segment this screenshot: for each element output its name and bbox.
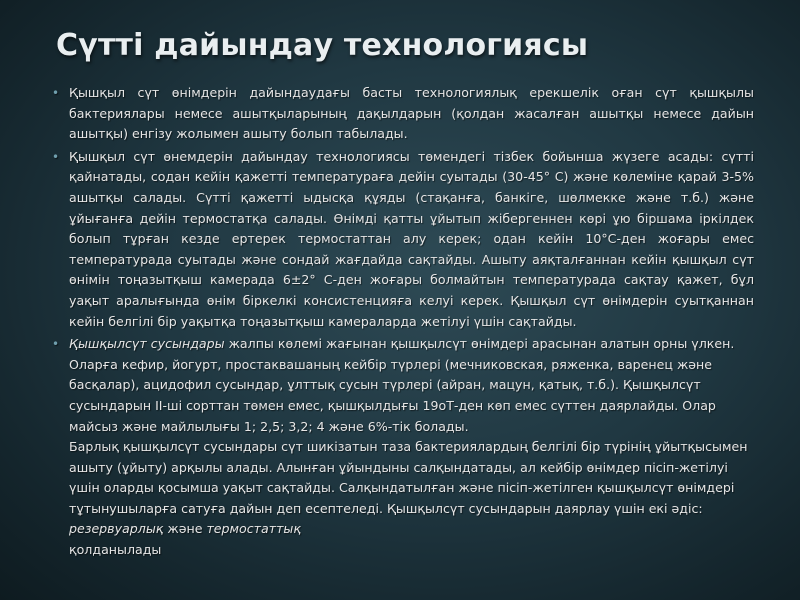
bullet-list [52,83,754,563]
continuation-start: Барлық қышқылсүт сусындары сүт шикізатын таза бактериялардың белгілі бір түрінің ұйытқысымен ашыту (ұйыту) арқылы алады. Алынған ұйындыны салқындатады, ал кейбір өнімдер пісіп-жетілуі үшін оларды қосымша уақыт сақтайды. Салқындатылған және пісіп-жетілген қышқылсүт өнімдері тұтынушыларға сатуға дайын деп есептеледі. Қышқылсүт сусындарын даярлау үшін екі әдіс: [69,439,748,516]
bullet-icon: • [52,337,60,352]
bullet-item-2 [52,147,754,332]
bullet-text-3 [69,334,754,437]
bullet-text-3-body: жалпы көлемі жағынан қышқылсүт өнімдері арасынан алатын орны үлкен. Оларға кефир, йогурт, простаквашаның кейбір түрлері (мечниковская, ряженка, варенец және басқалар), ацидофил сусындар, ұлттық сусын түрлері (айран, мацун, қатық, т.б.). Қышқылсүт сусындарын II-ші сорттан төмен емес, қышқылдығы 19оТ-ден көп емес сүттен даярлайды. Олар майсыз және майлылығы 1; 2,5; 3,2; 4 және 6%-тік болады. [69,336,735,434]
method-thermostat: термостаттық [206,521,301,537]
term-fermented-drinks: Қышқылсүт сусындары [69,336,225,352]
and-word: және [163,521,207,537]
bullet-item-3 [52,334,754,561]
bullet-item-1 [52,83,754,145]
bullet-text-1: Қышқыл сүт өнімдерін дайындаудағы басты технологиялық ерекшелік оған сүт қышқылы бактериялары немесе ашытқыларының дақылдарын (қолдан жасалған ашытқы немесе дайын ашытқы) енгізу жолымен ашыту болып табылады. [69,85,754,142]
bullet-text-2: Қышқыл сүт өнемдерін дайындау технологиясы төмендегі тізбек бойынша жүзеге асады: сүтті қайнатады, содан кейін қажетті температураға дейін суытады (30-45° С) және көлеміне қарай 3-5% ашытқы салады. Сүтті қажетті ыдысқа құяды (стақанға, банкіге, шөлмекке және т.б.) және ұйығанға дейін термостатқа салады. Өнімді қатты ұйытып жібергеннен көрі ұю біршама іркілдек болып тұрған кезде ертерек термостаттан алу керек; одан кейін 10°С-ден жоғары емес температурада суытады және сондай жағдайда сақтайды. Ашыту аяқталғаннан кейін қышқыл сүт өнімін тоңазытқыш камерада 6±2° С-ден жоғары болмайтын температурада сақтау қажет, бұл уақыт аралығында өнім біркелкі консистенцияға келуі керек. Қышқыл сүт өнімдерін суытқаннан кейін белгілі бір уақытқа тоңазытқыш камераларда жетілуі үшін сақтайды. [69,148,754,329]
bullet-text-3-continuation [69,437,754,561]
bullet-icon: • [52,86,60,100]
bullet-icon: • [52,149,60,164]
slide-title: Сүтті дайындау технологиясы [56,28,589,63]
method-reservoir: резервуарлық [69,521,164,537]
continuation-end: қолданылады [69,542,162,558]
